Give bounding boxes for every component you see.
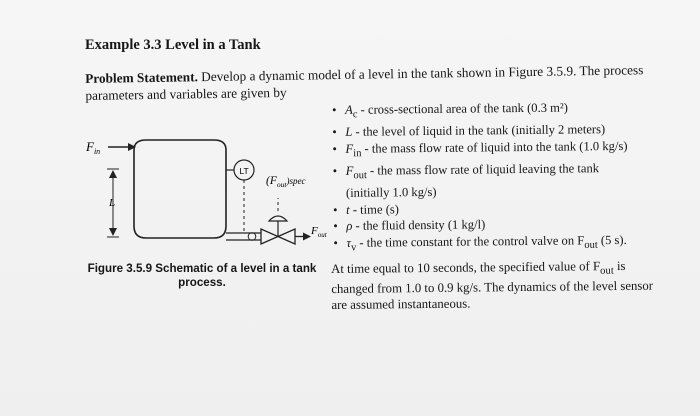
level-transmitter-label: LT [239, 166, 249, 176]
tank-outline [134, 140, 226, 238]
spec-label: ($F_{out}^{)spec}$ [266, 175, 306, 189]
level-label: L [109, 197, 116, 209]
variable-item: • L - the level of liquid in the tank (initially 2 meters) [332, 121, 672, 141]
level-arrow-up [109, 170, 117, 178]
variable-item: • t - time (s) [333, 198, 673, 218]
level-arrow-down [109, 228, 117, 236]
problem-statement-label: Problem Statement. [85, 69, 199, 86]
variable-item-continuation: (initially 1.0 kg/s) [345, 184, 437, 200]
valve-actuator [269, 216, 287, 221]
closing-paragraph: At time equal to 10 seconds, the specified value of $F_{out}$ is changed from 1.0 to 0.9 kg/s. The dynamics of the level sensor are assumed instantaneous. [331, 258, 654, 312]
figure-caption: Figure 3.5.9 Schematic of a level in a tank process. [87, 262, 317, 289]
fout-label: $F_{out}$ [311, 225, 327, 239]
problem-statement-text: Develop a dynamic model of a level in the tank shown in Figure 3.5.9. The process parameters and variables are given by [85, 62, 644, 103]
fin-label: $F_{in}$ [86, 139, 101, 156]
variable-list [332, 98, 674, 256]
tank-schematic [80, 128, 330, 260]
variable-item: • ρ - the fluid density (1 kg/l) [333, 215, 673, 235]
control-valve-body-right [278, 229, 295, 244]
variable-item: • $F_{out}$ - the mass flow rate of liquid leaving the tank [333, 159, 673, 185]
variable-item: • $F_{in}$ - the mass flow rate of liquid into the tank (1.0 kg/s) [332, 137, 672, 163]
outflow-arrowhead [303, 233, 311, 241]
variable-item: • $A_c$ - cross-sectional area of the tank (0.3 m²) [332, 98, 672, 124]
outlet-fitting [248, 233, 256, 241]
example-title: Example 3.3 Level in a Tank [85, 37, 261, 53]
variable-item: • $\tau_v$ - the time constant for the control valve on $F_{out}$ (5 s). [333, 231, 673, 257]
control-valve-body [261, 229, 278, 244]
